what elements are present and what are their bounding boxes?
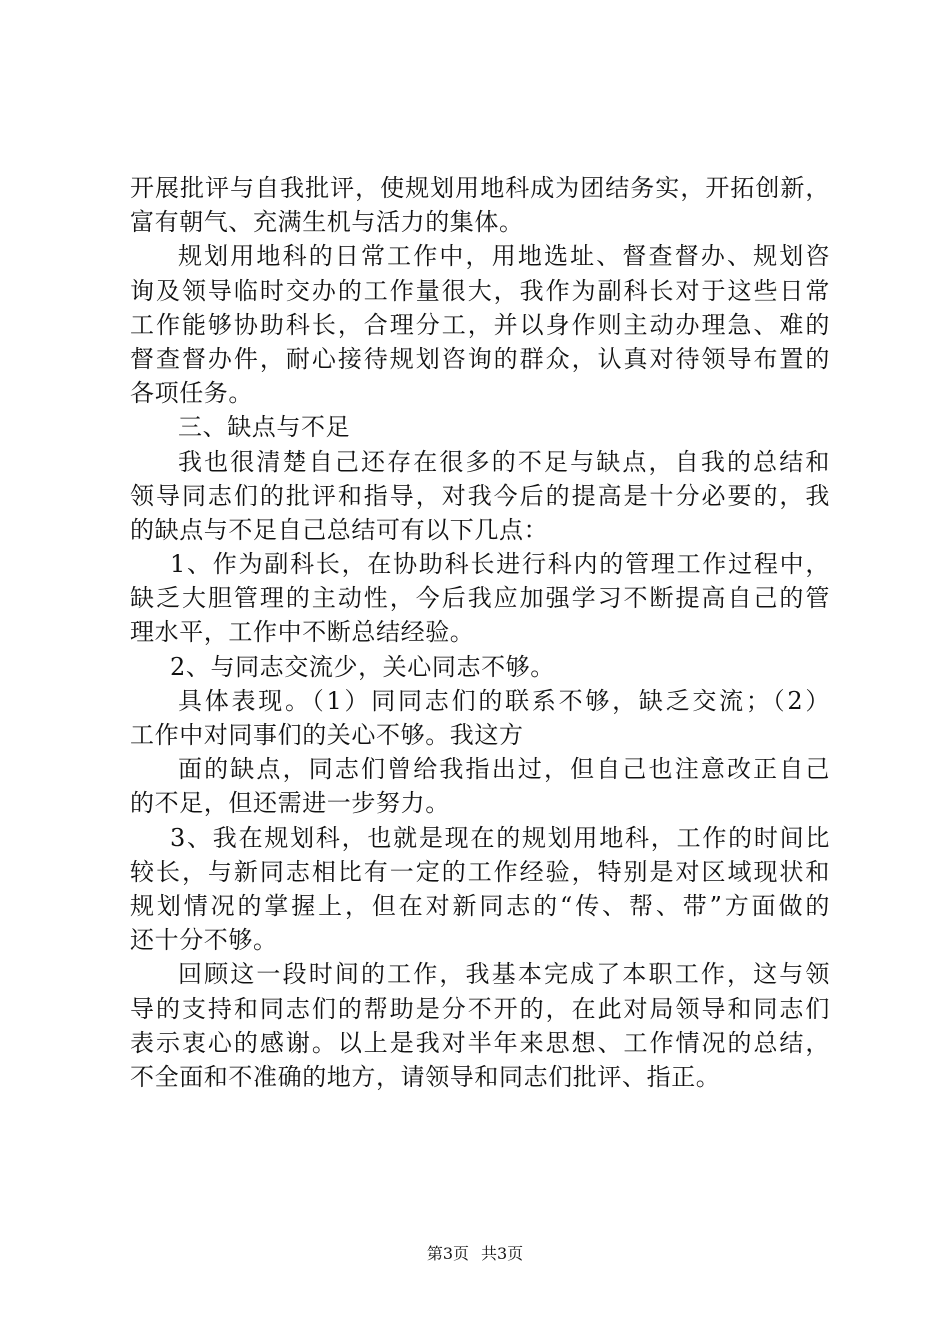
page-footer [0,1243,950,1265]
text-line: 开展批评与自我批评，使规划用地科成为团结务实，开拓创新， [130,174,830,202]
text-line: 还十分不够。 [130,926,278,955]
text-line: 1、作为副科长，在协助科长进行科内的管理工作过程中， [170,550,830,579]
text-line: 3、我在规划科，也就是现在的规划用地科，工作的时间比 [170,823,830,852]
text-line: 不全面和不准确的地方，请领导和同志们批评、指正。 [130,1062,721,1091]
text-line: 2、与同志交流少，关心同志不够。 [170,652,555,681]
text-line: 回顾这一段时间的工作，我基本完成了本职工作，这与领 [178,960,830,989]
text-line: 面的缺点，同志们曾给我指出过，但自己也注意改正自己 [178,755,830,784]
text-line: 表示衷心的感谢。以上是我对半年来思想、工作情况的总结， [130,1028,830,1057]
text-line: 领导同志们的批评和指导，对我今后的提高是十分必要的，我 [130,481,830,510]
page-total: 共3页 [481,1244,524,1263]
text-line: 三、缺点与不足 [178,413,351,442]
text-line: 规划用地科的日常工作中，用地选址、督查督办、规划咨 [178,242,830,271]
text-line: 导的支持和同志们的帮助是分不开的，在此对局领导和同志们 [130,994,830,1023]
text-line: 工作中对同事们的关心不够。我这方 [130,721,524,749]
page-number: 第3页 [426,1244,469,1263]
document-body [130,171,830,1094]
text-line: 缺乏大胆管理的主动性，今后我应加强学习不断提高自己的管 [130,584,830,613]
text-line: 富有朝气、充满生机与活力的集体。 [130,208,524,237]
text-line: 督查督办件，耐心接待规划咨询的群众，认真对待领导布置的 [130,344,830,373]
text-line: 的不足，但还需进一步努力。 [130,789,450,818]
text-line: 较长，与新同志相比有一定的工作经验，特别是对区域现状和 [130,857,830,886]
text-line: 工作能够协助科长，合理分工，并以身作则主动办理急、难的 [130,310,830,339]
text-line: 各项任务。 [130,379,253,408]
text-line: 具体表现。（1）同同志们的联系不够，缺乏交流；（2） [178,686,830,715]
text-line: 的缺点与不足自己总结可有以下几点： [130,515,549,544]
text-line: 规划情况的掌握上，但在对新同志的“传、帮、带”方面做的 [130,891,830,920]
text-line: 理水平，工作中不断总结经验。 [130,618,475,647]
text-line: 我也很清楚自己还存在很多的不足与缺点，自我的总结和 [178,447,830,476]
text-line: 询及领导临时交办的工作量很大，我作为副科长对于这些日常 [130,276,830,305]
